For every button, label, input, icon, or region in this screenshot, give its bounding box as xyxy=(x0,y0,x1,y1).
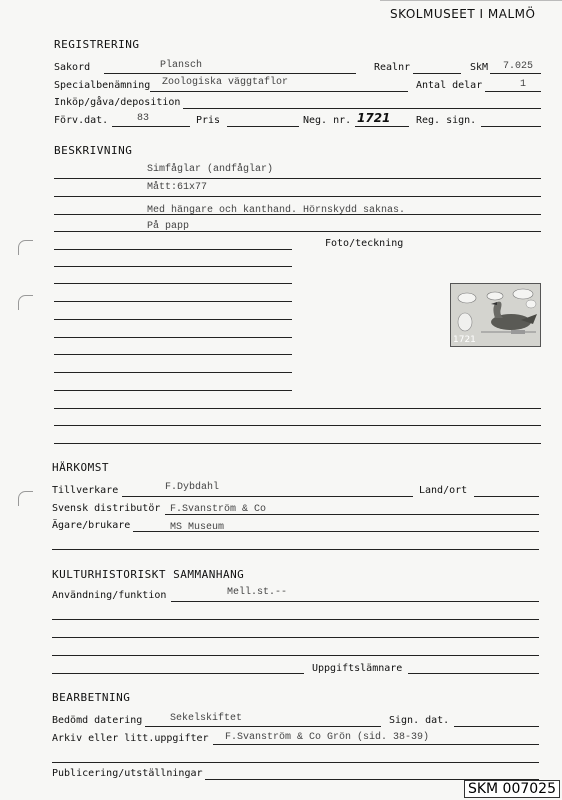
kultur-rule xyxy=(52,673,304,674)
section-heading-kultur: KULTURHISTORISKT SAMMANHANG xyxy=(52,568,245,581)
beskrivning-rule xyxy=(54,196,541,197)
beskrivning-line-3: Med hängare och kanthand. Hörnskydd saknas. xyxy=(147,205,406,216)
datering-label: Bedömd datering xyxy=(52,715,143,726)
forv-dat-label: Förv.dat. xyxy=(54,115,109,126)
publicering-label: Publicering/utställningar xyxy=(52,768,203,779)
beskrivning-line-2: Mått:61x77 xyxy=(147,182,208,193)
kultur-rule xyxy=(52,619,539,620)
agare-label: Ägare/brukare xyxy=(52,520,131,531)
antal-delar-line xyxy=(485,91,541,92)
beskrivning-rule xyxy=(54,354,292,355)
sign-dat-line xyxy=(454,726,539,727)
inkop-label: Inköp/gåva/deposition xyxy=(54,97,181,108)
beskrivning-rule xyxy=(54,178,541,179)
tillverkare-label: Tillverkare xyxy=(52,485,119,496)
photo-caption: 1721 xyxy=(453,335,476,345)
skm-line xyxy=(490,73,541,74)
uppgiftslamnare-label: Uppgiftslämnare xyxy=(312,663,403,674)
specialbenamning-value: Zoologiska väggtaflor xyxy=(162,77,289,88)
top-edge-line xyxy=(380,0,562,1)
sakord-line xyxy=(104,73,356,74)
beskrivning-rule xyxy=(54,372,292,373)
datering-line xyxy=(145,726,381,727)
museum-title: SKOLMUSEET I MALMÖ xyxy=(390,7,536,21)
anvandning-value: Mell.st.-- xyxy=(227,587,288,598)
beskrivning-rule xyxy=(54,408,541,409)
arkiv-value: F.Svanström & Co Grön (sid. 38-39) xyxy=(225,732,430,743)
anvandning-line xyxy=(171,601,539,602)
beskrivning-rule xyxy=(54,249,292,250)
pris-label: Pris xyxy=(196,115,221,126)
bearbetning-rule xyxy=(52,762,539,763)
skm-value: 7.025 xyxy=(503,61,534,72)
beskrivning-line-4: På papp xyxy=(147,221,190,232)
distributor-value: F.Svanström & Co xyxy=(170,504,267,515)
object-photo xyxy=(450,283,541,347)
anvandning-label: Användning/funktion xyxy=(52,590,167,601)
beskrivning-rule xyxy=(54,319,292,320)
harkomst-rule xyxy=(52,549,539,550)
section-heading-registrering: REGISTRERING xyxy=(54,38,140,51)
beskrivning-rule xyxy=(54,266,292,267)
beskrivning-rule xyxy=(54,231,541,232)
forv-dat-line xyxy=(112,126,190,127)
sakord-value: Plansch xyxy=(160,60,203,71)
specialbenamning-label: Specialbenämning xyxy=(54,80,151,91)
kultur-rule xyxy=(52,655,539,656)
beskrivning-line-1: Simfåglar (andfåglar) xyxy=(147,164,274,175)
agare-value: MS Museum xyxy=(170,522,225,533)
sakord-label: Sakord xyxy=(54,62,91,73)
section-heading-beskrivning: BESKRIVNING xyxy=(54,144,133,157)
punch-hole xyxy=(18,295,33,310)
tillverkare-value: F.Dybdahl xyxy=(165,482,220,493)
reg-sign-label: Reg. sign. xyxy=(416,115,477,126)
arkiv-line xyxy=(213,744,539,745)
beskrivning-rule xyxy=(54,390,292,391)
forv-dat-value: 83 xyxy=(137,113,150,124)
realnr-label: Realnr xyxy=(374,62,411,73)
punch-hole xyxy=(18,491,33,506)
datering-value: Sekelskiftet xyxy=(170,713,243,724)
tillverkare-line xyxy=(122,496,413,497)
realnr-line xyxy=(413,73,461,74)
foto-label: Foto/teckning xyxy=(325,238,404,249)
land-ort-label: Land/ort xyxy=(419,485,468,496)
beskrivning-rule xyxy=(54,301,292,302)
antal-delar-label: Antal delar xyxy=(416,80,483,91)
pris-line xyxy=(227,126,299,127)
section-heading-harkomst: HÄRKOMST xyxy=(52,461,109,474)
skm-label: SkM xyxy=(470,62,489,73)
neg-nr-value: 1721 xyxy=(357,111,391,125)
section-heading-bearbetning: BEARBETNING xyxy=(52,691,131,704)
uppgiftslamnare-line xyxy=(408,673,539,674)
beskrivning-rule xyxy=(54,214,541,215)
arkiv-label: Arkiv eller litt.uppgifter xyxy=(52,733,209,744)
neg-nr-line xyxy=(355,126,409,127)
beskrivning-rule xyxy=(54,283,292,284)
land-ort-line xyxy=(474,496,539,497)
inkop-line xyxy=(183,108,541,109)
reg-sign-line xyxy=(481,126,541,127)
distributor-label: Svensk distributör xyxy=(52,503,161,514)
neg-nr-label: Neg. nr. xyxy=(303,115,352,126)
punch-hole xyxy=(18,240,33,255)
antal-delar-value: 1 xyxy=(520,79,527,90)
beskrivning-rule xyxy=(54,337,292,338)
specialbenamning-line xyxy=(150,91,408,92)
beskrivning-rule xyxy=(54,425,541,426)
sign-dat-label: Sign. dat. xyxy=(389,715,450,726)
catalog-id-stamp: SKM 007025 xyxy=(464,780,560,798)
beskrivning-rule xyxy=(54,443,541,444)
kultur-rule xyxy=(52,637,539,638)
